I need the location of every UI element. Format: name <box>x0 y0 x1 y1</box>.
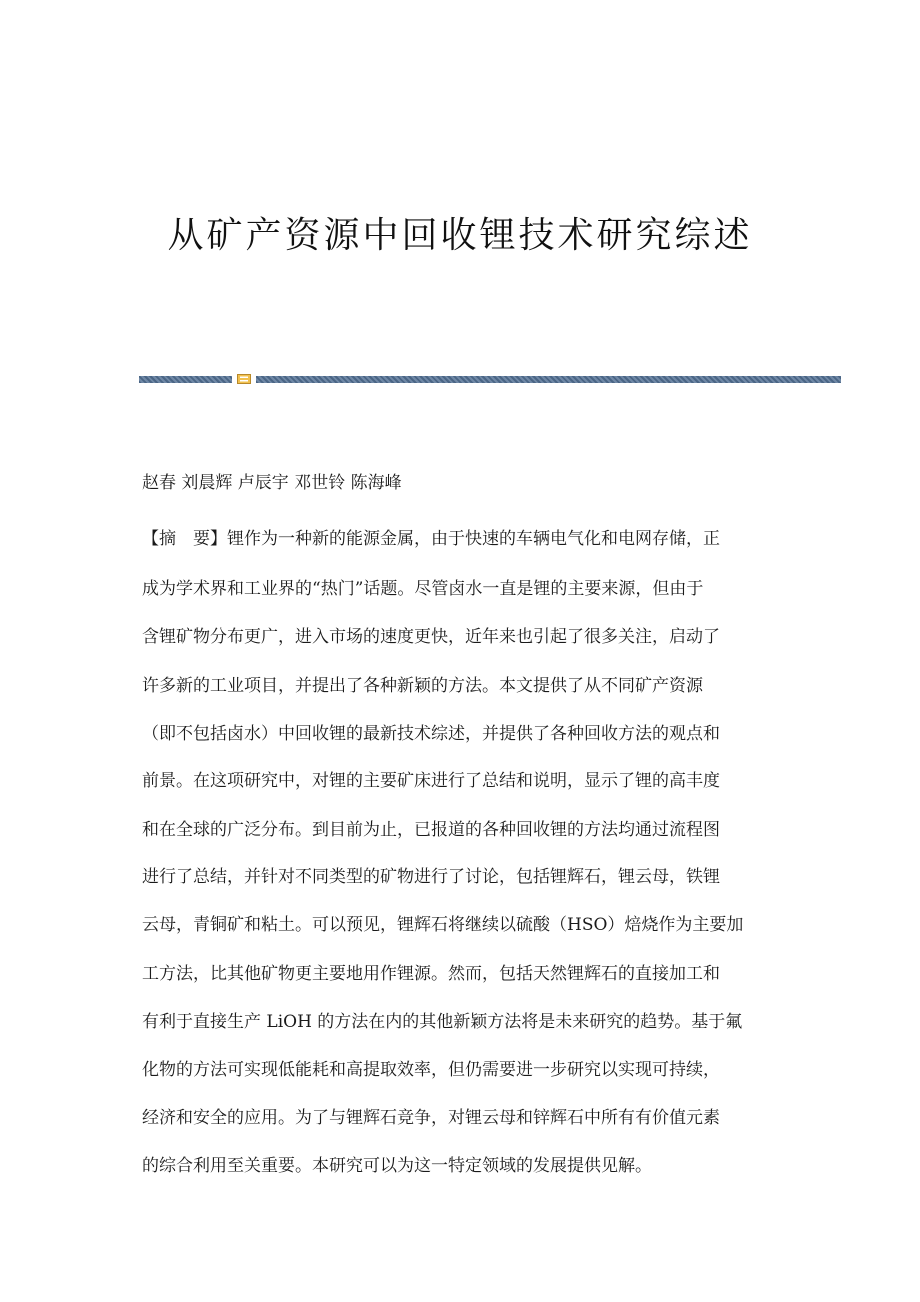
abstract-line: 有利于直接生产 LiOH 的方法在内的其他新颖方法将是未来研究的趋势。基于氟 <box>142 1012 743 1032</box>
abstract-line: 化物的方法可实现低能耗和高提取效率，但仍需要进一步研究以实现可持续， <box>142 1060 720 1080</box>
abstract-line: 前景。在这项研究中，对锂的主要矿床进行了总结和说明，显示了锂的高丰度 <box>142 771 720 791</box>
divider-bar-right <box>256 376 841 383</box>
abstract-line: 进行了总结，并针对不同类型的矿物进行了讨论，包括锂辉石，锂云母，铁锂 <box>142 867 720 887</box>
title-divider <box>139 373 841 385</box>
abstract-line: 许多新的工业项目，并提出了各种新颖的方法。本文提供了从不同矿产资源 <box>142 676 703 696</box>
abstract-line: 和在全球的广泛分布。到目前为止，已报道的各种回收锂的方法均通过流程图 <box>142 820 720 840</box>
abstract-line: 经济和安全的应用。为了与锂辉石竞争，对锂云母和锌辉石中所有有价值元素 <box>142 1108 720 1128</box>
abstract-line: 工方法，比其他矿物更主要地用作锂源。然而，包括天然锂辉石的直接加工和 <box>142 964 720 984</box>
paper-title: 从矿产资源中回收锂技术研究综述 <box>167 215 753 256</box>
abstract-line: 成为学术界和工业界的“热门”话题。尽管卤水一直是锂的主要来源，但由于 <box>142 579 704 599</box>
abstract-line: 含锂矿物分布更广，进入市场的速度更快，近年来也引起了很多关注，启动了 <box>142 627 720 647</box>
abstract-line: 云母，青铜矿和粘土。可以预见，锂辉石将继续以硫酸（HSO）焙烧作为主要加 <box>142 915 744 935</box>
abstract-line: （即不包括卤水）中回收锂的最新技术综述，并提供了各种回收方法的观点和 <box>142 724 720 744</box>
abstract-line: 的综合利用至关重要。本研究可以为这一特定领域的发展提供见解。 <box>142 1156 652 1176</box>
divider-bar-left <box>139 376 232 383</box>
abstract-line: 【摘 要】锂作为一种新的能源金属，由于快速的车辆电气化和电网存储，正 <box>142 529 720 549</box>
author-list: 赵春 刘晨辉 卢辰宇 邓世铃 陈海峰 <box>142 473 402 493</box>
divider-ornament-icon <box>237 373 251 385</box>
